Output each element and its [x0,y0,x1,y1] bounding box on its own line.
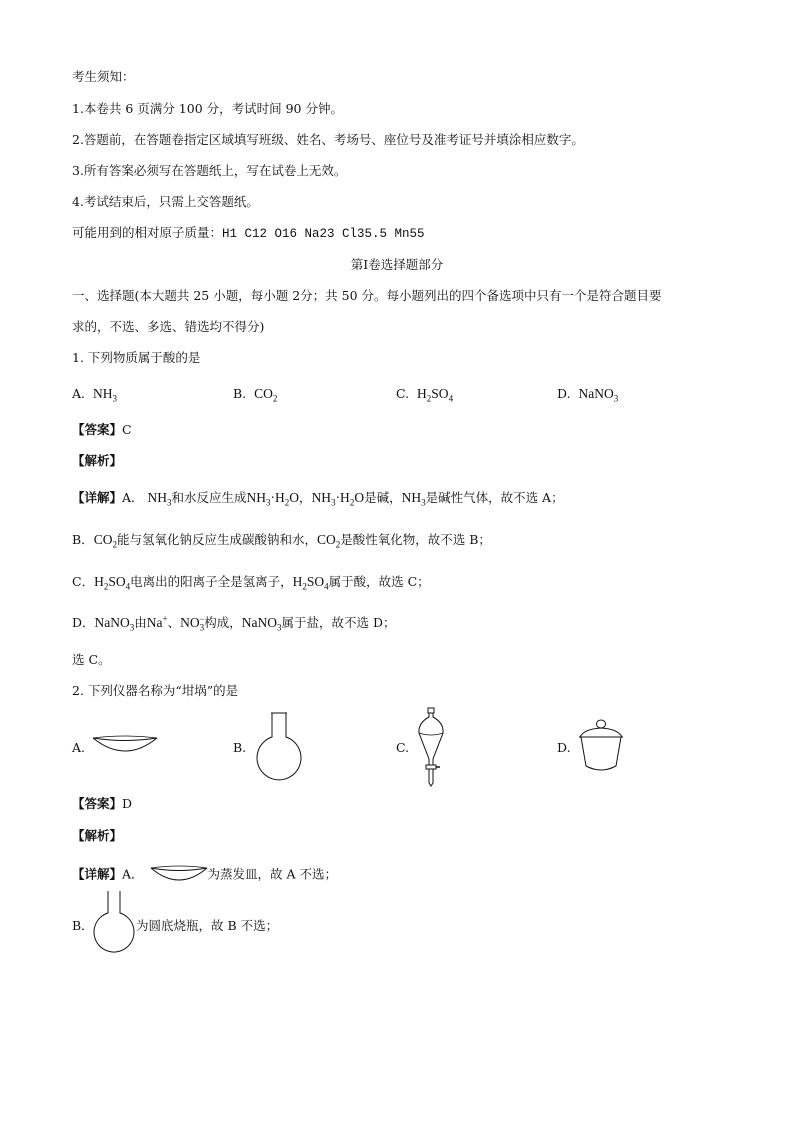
q2-answer-tag: 【答案】 [72,796,123,811]
q1-option-b-letter: B. [233,386,247,401]
q1-detail-d-t4: 属于盐，故不选 D； [281,615,396,630]
q1-detail-a-t4: 是碱性气体，故不选 A； [425,490,564,505]
q1-option-a-sub: 3 [112,393,117,404]
q2-stem: 2. 下列仪器名称为“坩埚”的是 [72,683,239,698]
q1-detail-c-t2: 属于酸，故选 C； [328,574,430,589]
q2-option-a-letter: A. [72,740,86,755]
q1-detail-d: D．NaNO$_3$由Na+、$NO_3^-$构成，NaNO$_3$属于盐，故不选 D； [72,613,396,633]
q1-option-c-sub2: 4 [448,393,454,404]
q1-option-d [557,385,618,403]
q1-option-b [233,385,277,403]
q1-detail-b-prefix: B． [72,532,94,547]
atomic-masses-label: 可能用到的相对原子质量： [72,225,223,240]
q1-detail-a-prefix: A． [122,490,144,505]
q1-option-c-letter: C. [396,386,410,401]
q2-answer [72,795,132,813]
evaporating-dish-icon [92,734,158,758]
section-intro-line2: 求的，不选、多选、错选均不得分) [72,319,265,334]
notice-item-2: 2.答题前，在答题卷指定区域填写班级、姓名、考场号、座位号及准考证号并填涂相应数字。 [72,132,584,147]
atomic-masses-line [72,224,425,243]
q1-detail-a-t2: ， [299,490,312,505]
q1-option-c-sub: 2 [426,393,432,404]
round-bottom-flask-inline-icon [92,890,136,952]
q1-detail-c-t1: 电离出的阳离子全是氢离子， [130,574,293,589]
q1-answer-value: C [122,422,132,437]
q2-detail-b-prefix: B． [72,918,94,933]
section-intro-line1: 一、选择题(本大题共 25 小题，每小题 2分；共 50 分。每小题列出的四个备选项中只有一个是符合题目要 [72,288,662,303]
q1-detail-b-t2: 是酸性氧化物，故不选 B； [340,532,491,547]
notice-title: 考生须知： [72,69,135,84]
q1-detail-d-t2: 、 [167,615,181,630]
atomic-masses-values: H1 C12 O16 Na23 Cl35.5 Mn55 [222,227,425,241]
q1-detail-b-t1: 能与氢氧化钠反应生成碳酸钠和水， [116,532,317,547]
q1-detail-tag: 【详解】 [72,490,123,505]
q1-option-c [396,385,453,403]
q1-detail-c: C．$H_2SO_4$电离出的阳离子全是氢离子，$H_2SO_4$属于酸，故选 C； [72,574,430,592]
q1-analysis-tag: 【解析】 [72,453,123,468]
q1-option-a [72,385,117,403]
crucible-icon [578,718,624,774]
notice-item-3: 3.所有答案必须写在答题纸上，写在试卷上无效。 [72,163,347,178]
q1-detail-a-t1: 和水反应生成 [171,490,247,505]
q1-option-a-letter: A. [72,386,86,401]
section-title: 第Ⅰ卷选择题部分 [350,257,444,272]
q1-detail-d-t1: 由 [134,615,147,630]
q2-detail-a [72,864,337,886]
q1-option-d-letter: D. [557,386,571,401]
q1-answer-tag: 【答案】 [72,422,123,437]
q1-option-c-formula: H [417,386,427,401]
q2-analysis-tag: 【解析】 [72,828,123,843]
q1-detail-d-t3: 构成， [204,615,242,630]
q1-option-b-sub: 2 [272,393,278,404]
q1-option-c-rest: SO [431,386,449,401]
notice-item-1: 1.本卷共 6 页满分 100 分，考试时间 90 分钟。 [72,101,343,116]
q2-option-b-letter: B. [233,740,247,755]
q1-option-d-sub: 3 [613,393,619,404]
evaporating-dish-inline-icon [150,864,208,886]
q1-detail-b: B．$CO_2$能与氢氧化钠反应生成碳酸钠和水，$CO_2$是酸性氧化物，故不选 B； [72,532,491,550]
q1-detail-c-prefix: C． [72,574,95,589]
q1-answer [72,421,132,439]
q2-detail-b-text: 为圆底烧瓶，故 B 不选； [136,918,279,933]
q2-detail-a-prefix: A． [122,866,144,882]
q1-option-d-formula: NaNO [578,386,614,401]
q1-stem: 1. 下列物质属于酸的是 [72,350,201,365]
q2-option-d-letter: D. [557,740,571,755]
q1-conclusion: 选 C。 [72,652,111,667]
q1-option-b-formula: CO [254,386,273,401]
separatory-funnel-icon [414,707,448,787]
q1-detail-a-t3: 是碱， [364,490,402,505]
q2-answer-value: D [122,796,133,811]
q2-detail-a-text: 为蒸发皿，故 A 不选； [207,866,338,882]
q2-option-c-letter: C. [396,740,410,755]
q1-detail-d-prefix: D． [72,615,95,630]
notice-item-4: 4.考试结束后，只需上交答题纸。 [72,194,259,209]
q1-option-a-formula: NH [92,386,113,401]
q1-detail-a: 【详解】A． $NH_3$和水反应生成$NH_3\cdot H_2O$，$NH_3\cdot H_2O$是碱，$NH_3$是碱性气体，故不选 A； [72,490,564,508]
round-bottom-flask-icon [253,712,305,780]
q2-detail-tag: 【详解】 [72,866,123,882]
